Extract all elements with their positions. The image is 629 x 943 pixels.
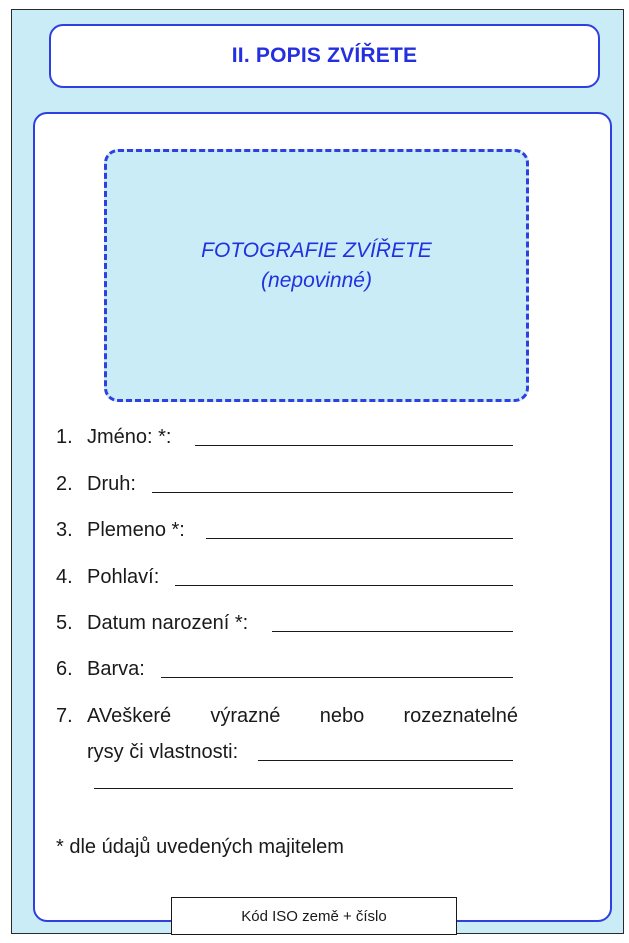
sex-input-line[interactable] bbox=[175, 585, 513, 586]
field-number: 1. bbox=[56, 426, 73, 448]
field-label-species: Druh: bbox=[87, 473, 136, 495]
field-features-continued bbox=[87, 736, 513, 764]
section-title-box bbox=[49, 24, 600, 88]
species-input-line[interactable] bbox=[152, 492, 513, 493]
description-panel bbox=[33, 112, 612, 922]
field-number: 3. bbox=[56, 519, 73, 541]
field-features bbox=[56, 705, 518, 728]
field-color bbox=[56, 651, 513, 681]
field-number: 4. bbox=[56, 566, 73, 588]
color-input-line[interactable] bbox=[161, 677, 513, 678]
field-number: 7. bbox=[56, 705, 73, 727]
birthdate-input-line[interactable] bbox=[272, 631, 513, 632]
passport-page bbox=[11, 9, 624, 934]
field-number: 6. bbox=[56, 658, 73, 680]
photo-title: FOTOGRAFIE ZVÍŘETE bbox=[201, 238, 432, 262]
field-label-birthdate: Datum narození *: bbox=[87, 612, 249, 634]
field-breed bbox=[56, 512, 513, 542]
field-label-name: Jméno: *: bbox=[87, 426, 172, 448]
photo-subtitle: (nepovinné) bbox=[261, 268, 372, 292]
field-number: 2. bbox=[56, 473, 73, 495]
field-number: 5. bbox=[56, 612, 73, 634]
field-sex bbox=[56, 559, 513, 589]
iso-code-label: Kód ISO země + číslo bbox=[241, 907, 387, 925]
field-name bbox=[56, 419, 513, 449]
iso-code-box bbox=[171, 897, 457, 935]
field-label-color: Barva: bbox=[87, 658, 145, 680]
field-birthdate bbox=[56, 605, 513, 635]
field-species bbox=[56, 466, 513, 496]
section-title: II. POPIS ZVÍŘETE bbox=[231, 44, 418, 67]
features-extra-line[interactable] bbox=[94, 788, 513, 789]
name-input-line[interactable] bbox=[195, 445, 513, 446]
photo-placeholder[interactable] bbox=[104, 149, 529, 402]
field-label-features: AVeškeré výrazné nebo rozeznatelné bbox=[87, 705, 518, 727]
field-label-breed: Plemeno *: bbox=[87, 519, 185, 541]
footnote: * dle údajů uvedených majitelem bbox=[56, 836, 344, 858]
breed-input-line[interactable] bbox=[206, 538, 513, 539]
field-label-sex: Pohlaví: bbox=[87, 566, 160, 588]
features-input-line[interactable] bbox=[258, 760, 513, 761]
field-label-features-cont: rysy či vlastnosti: bbox=[87, 741, 239, 763]
